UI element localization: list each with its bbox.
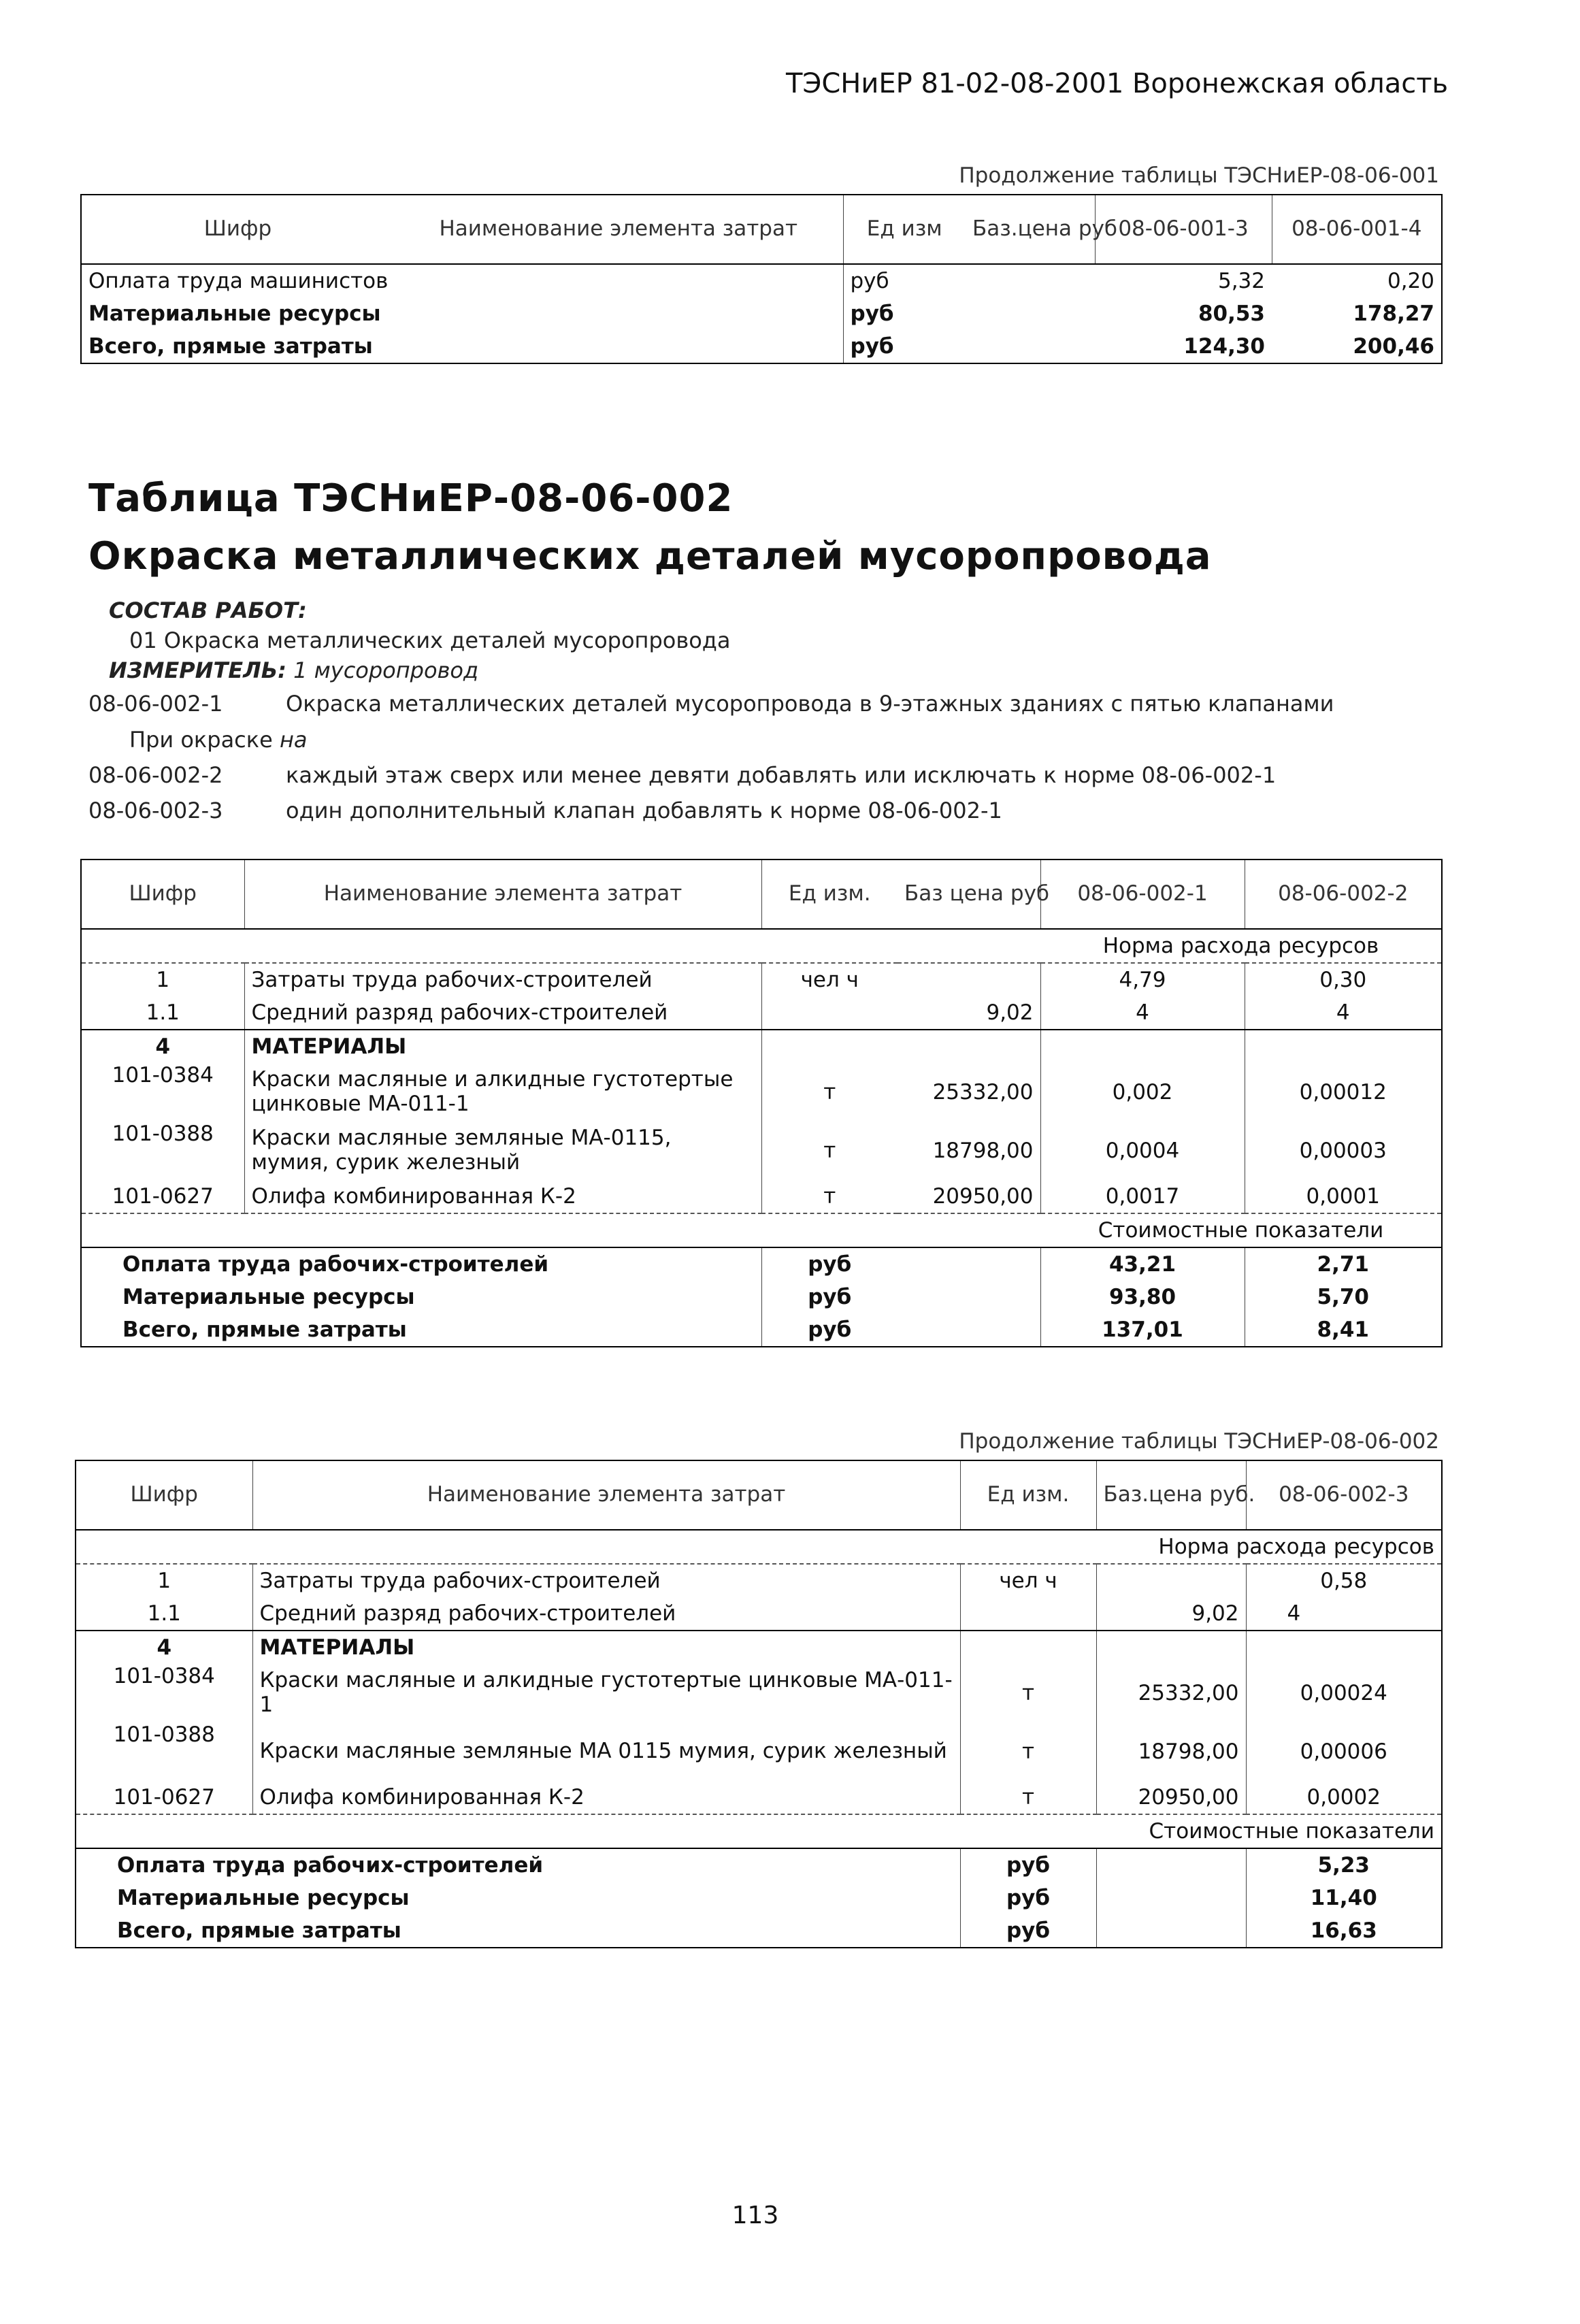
t3-r2-code: 4 (76, 1631, 252, 1664)
t3-h-name: Наименование элемента затрат (252, 1460, 960, 1530)
t1-r1-name: Материальные ресурсы (88, 301, 381, 326)
t2-h-name: Наименование элемента затрат (244, 860, 761, 929)
t3-tot1-unit: руб (960, 1882, 1096, 1914)
t2-r0-price (898, 963, 1040, 996)
t2-tot0-name: Оплата труда рабочих-строителей (81, 1247, 761, 1281)
t3-r4-name: Краски масляные земляные МА 0115 мумия, сурик железный (252, 1722, 960, 1781)
t1-r1-v2: 178,27 (1353, 301, 1434, 326)
table-row (81, 1030, 1442, 1063)
t3-r5-price: 20950,00 (1096, 1781, 1246, 1814)
t1-h-unit: Ед изм (843, 195, 966, 264)
table-row (76, 1781, 1442, 1814)
izmeritel (109, 657, 478, 683)
desc-1: Окраска металлических деталей мусоропровода в 9-этажных зданиях с пятью клапанами (286, 691, 1334, 717)
t3-norm-label: Норма расхода ресурсов (1158, 1535, 1434, 1559)
desc-3: один дополнительный клапан добавлять к норме 08-06-002-1 (286, 798, 1002, 823)
izmeritel-label: ИЗМЕРИТЕЛЬ: (109, 657, 286, 683)
t2-r4-name: Краски масляные земляные МА-0115, мумия, сурик железный (244, 1122, 761, 1180)
t3-tot0-unit: руб (960, 1848, 1096, 1882)
t1-h-code: Шифр (81, 195, 394, 264)
t2-r3-v1: 0,002 (1040, 1063, 1245, 1122)
t1-h-name: Наименование элемента затрат (394, 195, 843, 264)
t2-tot1-unit: руб (761, 1281, 898, 1313)
table-row (81, 996, 1442, 1030)
table2 (80, 859, 1443, 1347)
table-row (81, 297, 1442, 330)
t3-r0-price (1096, 1564, 1246, 1597)
t1-r2-v2: 200,46 (1353, 334, 1434, 359)
table-row (81, 330, 1442, 363)
t1-h-col2: 08-06-001-4 (1272, 195, 1442, 264)
na-label: на (279, 727, 308, 753)
t2-tot0-unit: руб (761, 1247, 898, 1281)
code-2: 08-06-002-2 (88, 762, 223, 788)
t3-tot0-name: Оплата труда рабочих-строителей (76, 1848, 960, 1882)
t3-r1-price: 9,02 (1096, 1597, 1246, 1631)
t2-r4-v2: 0,00003 (1245, 1122, 1442, 1180)
t2-tot1-v2: 5,70 (1245, 1281, 1442, 1313)
t3-r4-code: 101-0388 (113, 1722, 215, 1747)
t3-tot2-name: Всего, прямые затраты (117, 1918, 401, 1943)
t3-r4-price: 18798,00 (1096, 1722, 1246, 1781)
t3-r5-unit: т (960, 1781, 1096, 1814)
t1-r0-v1: 5,32 (1217, 269, 1265, 293)
page-header: ТЭСНиЕР 81-02-08-2001 Воронежская область (786, 68, 1449, 99)
t2-h-price: Баз цена руб (898, 860, 1040, 929)
sostav-item: 01 Окраска металлических деталей мусоропровода (129, 627, 731, 653)
t3-r3-code: 101-0384 (113, 1664, 215, 1688)
t3-r2-name: МАТЕРИАЛЫ (252, 1631, 960, 1664)
table-row (76, 1564, 1442, 1597)
t2-norm-label: Норма расхода ресурсов (1102, 934, 1379, 958)
t2-tot1-name: Материальные ресурсы (122, 1285, 415, 1309)
t3-r0-v1: 0,58 (1246, 1564, 1442, 1597)
table-row (81, 1180, 1442, 1213)
table-row (76, 1597, 1442, 1631)
t2-tot2-v2: 8,41 (1245, 1313, 1442, 1347)
table-title: Таблица ТЭСНиЕР-08-06-002 (88, 476, 734, 521)
pri-label: При окраске (129, 727, 273, 753)
table1-continuation: Продолжение таблицы ТЭСНиЕР-08-06-001 (959, 163, 1439, 188)
t2-r1-v2: 4 (1245, 996, 1442, 1030)
t3-r5-code: 101-0627 (113, 1785, 215, 1810)
t2-r3-name: Краски масляные и алкидные густотертые цинковые МА-011-1 (244, 1063, 761, 1122)
sostav-label: СОСТАВ РАБОТ: (109, 598, 307, 623)
t2-r2-name: МАТЕРИАЛЫ (244, 1030, 761, 1063)
t2-r0-name: Затраты труда рабочих-строителей (244, 963, 761, 996)
desc-2: каждый этаж сверх или менее девяти добавлять или исключать к норме 08-06-002-1 (286, 762, 1277, 788)
t2-r3-v2: 0,00012 (1245, 1063, 1442, 1122)
t1-r2-unit: руб (843, 330, 966, 363)
t2-r3-price: 25332,00 (932, 1080, 1034, 1104)
t2-tot1-v1: 93,80 (1040, 1281, 1245, 1313)
t2-r1-v1: 4 (1040, 996, 1245, 1030)
table-row (81, 1281, 1442, 1313)
table-row (81, 1122, 1442, 1180)
table-row (76, 1664, 1442, 1722)
t3-r3-name: Краски масляные и алкидные густотертые цинковые МА-011-1 (252, 1664, 960, 1722)
t2-r1-unit (761, 996, 898, 1030)
t3-h-price: Баз.цена руб. (1096, 1460, 1246, 1530)
table-row (76, 1914, 1442, 1948)
table-row (76, 1631, 1442, 1664)
table1 (80, 194, 1443, 364)
t1-r2-name: Всего, прямые затраты (88, 334, 373, 359)
t2-tot2-unit: руб (761, 1313, 898, 1347)
table-row (81, 963, 1442, 996)
t3-r5-name: Олифа комбинированная К-2 (252, 1781, 960, 1814)
t2-r5-code: 101-0627 (112, 1184, 214, 1209)
t2-tot0-v1: 43,21 (1040, 1247, 1245, 1281)
table-row (81, 1313, 1442, 1347)
t1-r0-name: Оплата труда машинистов (88, 269, 389, 293)
table3 (75, 1460, 1443, 1948)
t3-r1-code: 1.1 (147, 1601, 181, 1626)
t3-h-code: Шифр (76, 1460, 252, 1530)
t3-r4-v1: 0,00006 (1246, 1722, 1442, 1781)
table-subtitle: Окраска металлических деталей мусоропровода (88, 534, 1212, 578)
table-row (81, 1063, 1442, 1122)
t2-r1-price: 9,02 (986, 1000, 1034, 1025)
t3-r4-unit: т (960, 1722, 1096, 1781)
t1-h-col1: 08-06-001-3 (1095, 195, 1272, 264)
t2-r3-code: 101-0384 (112, 1063, 214, 1087)
t3-r0-unit: чел ч (960, 1564, 1096, 1597)
t2-r3-unit: т (761, 1063, 898, 1122)
t2-tot2-name: Всего, прямые затраты (122, 1318, 407, 1342)
t2-r5-v1: 0,0017 (1040, 1180, 1245, 1213)
t2-tot0-v2: 2,71 (1245, 1247, 1442, 1281)
t2-r5-name: Олифа комбинированная К-2 (244, 1180, 761, 1213)
t2-r2-code: 4 (81, 1030, 244, 1063)
t2-r1-name: Средний разряд рабочих-строителей (244, 996, 761, 1030)
t1-r1-v1: 80,53 (1198, 301, 1265, 326)
t3-r0-name: Затраты труда рабочих-строителей (252, 1564, 960, 1597)
t3-r1-unit (960, 1597, 1096, 1631)
t3-tot0-v1: 5,23 (1246, 1848, 1442, 1882)
t1-h-price: Баз.цена руб (966, 195, 1095, 264)
table-row (81, 1247, 1442, 1281)
t2-r0-v1: 4,79 (1040, 963, 1245, 996)
t2-r4-price: 18798,00 (932, 1139, 1034, 1163)
t2-r5-unit: т (761, 1180, 898, 1213)
t3-cost-label: Стоимостные показатели (1096, 1814, 1442, 1848)
page-number: 113 (731, 2202, 779, 2229)
t3-r3-unit: т (960, 1664, 1096, 1722)
t2-h-code: Шифр (81, 860, 244, 929)
t3-r0-code: 1 (76, 1564, 252, 1597)
t1-r0-v2: 0,20 (1387, 269, 1434, 293)
t3-r3-v1: 0,00024 (1246, 1664, 1442, 1722)
pri-okraske (129, 727, 307, 753)
t3-tot2-v1: 16,63 (1246, 1914, 1442, 1948)
t3-r3-price: 25332,00 (1096, 1664, 1246, 1722)
t2-r0-v2: 0,30 (1245, 963, 1442, 996)
t2-r4-v1: 0,0004 (1040, 1122, 1245, 1180)
t2-r5-price: 20950,00 (932, 1184, 1034, 1209)
table-row (76, 1722, 1442, 1781)
t1-r1-unit: руб (843, 297, 966, 330)
t3-r5-v1: 0,0002 (1246, 1781, 1442, 1814)
table-row (76, 1848, 1442, 1882)
t3-r1-name: Средний разряд рабочих-строителей (252, 1597, 960, 1631)
t2-r0-unit: чел ч (761, 963, 898, 996)
t3-h-col1: 08-06-002-3 (1246, 1460, 1442, 1530)
t2-tot2-v1: 137,01 (1040, 1313, 1245, 1347)
t1-r2-v1: 124,30 (1183, 334, 1265, 359)
t2-cost-label: Стоимостные показатели (1040, 1213, 1442, 1247)
t3-tot1-name: Материальные ресурсы (117, 1886, 410, 1910)
t2-r0-code: 1 (81, 963, 244, 996)
table-row (76, 1882, 1442, 1914)
code-3: 08-06-002-3 (88, 798, 223, 823)
t3-tot1-v1: 11,40 (1246, 1882, 1442, 1914)
t3-h-unit: Ед изм. (960, 1460, 1096, 1530)
table3-continuation: Продолжение таблицы ТЭСНиЕР-08-06-002 (959, 1429, 1439, 1454)
t2-h-col2: 08-06-002-2 (1245, 860, 1442, 929)
t2-r4-code: 101-0388 (112, 1122, 214, 1146)
t1-r0-unit: руб (843, 264, 966, 297)
t2-r5-v2: 0,0001 (1245, 1180, 1442, 1213)
t3-r1-v1: 4 (1246, 1597, 1442, 1631)
code-1: 08-06-002-1 (88, 691, 223, 717)
t2-r4-unit: т (761, 1122, 898, 1180)
t3-tot2-unit: руб (960, 1914, 1096, 1948)
t2-r1-code: 1.1 (146, 1000, 180, 1025)
t2-h-unit: Ед изм. (761, 860, 898, 929)
izmeritel-value: 1 мусоропровод (293, 657, 479, 683)
table-row (81, 264, 1442, 297)
t2-h-col1: 08-06-002-1 (1040, 860, 1245, 929)
